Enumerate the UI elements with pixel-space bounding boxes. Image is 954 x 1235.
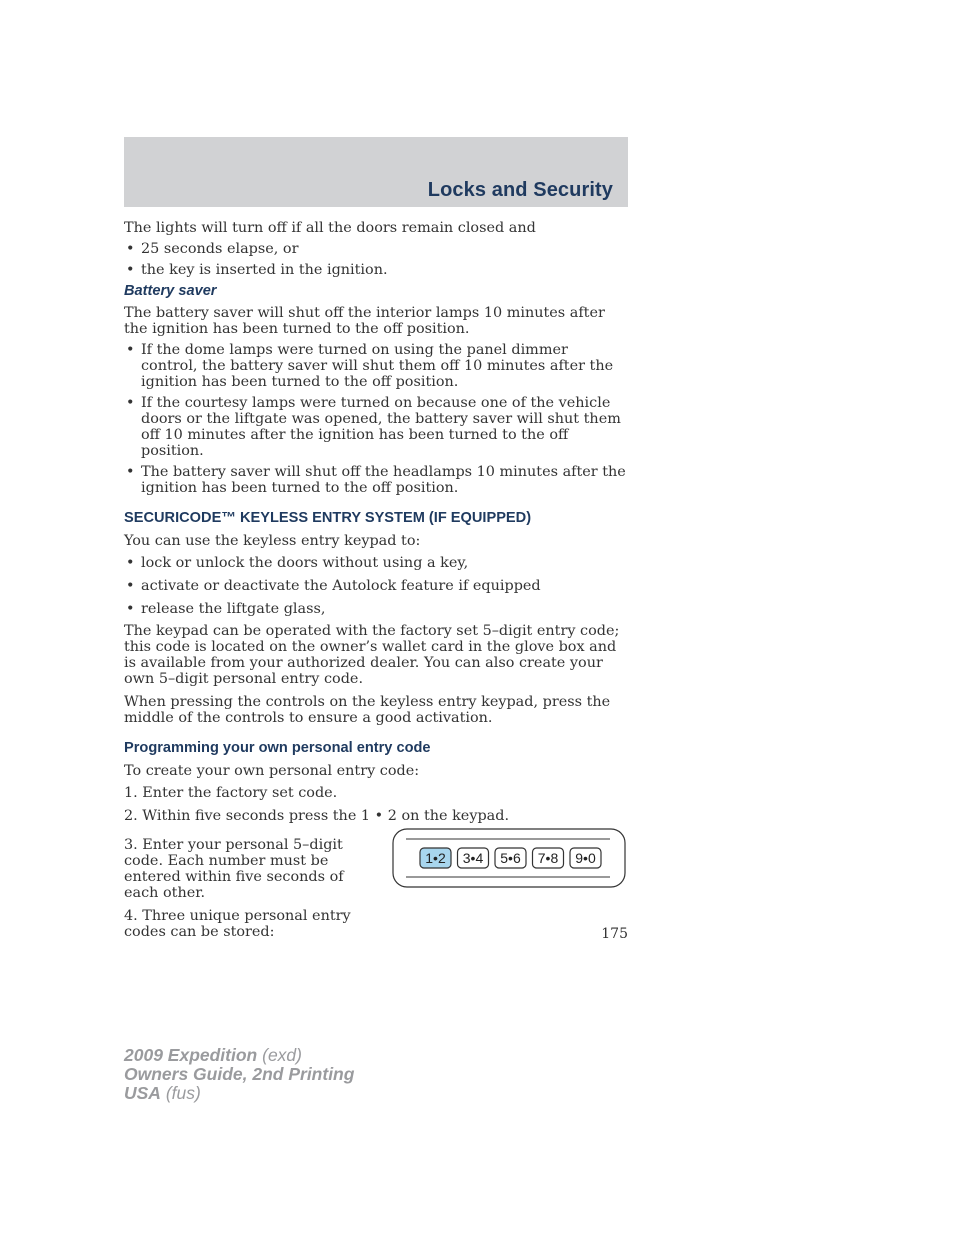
keypad-key-label: 1•2 (425, 850, 446, 866)
step-3: 3. Enter your personal 5–digit code. Each number must be entered within five seconds of each other. (124, 837, 344, 901)
footer-market: USA (124, 1083, 161, 1103)
keypad-illustration (392, 828, 626, 888)
footer-model: 2009 Expedition (124, 1045, 258, 1065)
intro-list (124, 241, 628, 278)
footer-line-3 (124, 1084, 354, 1103)
list-item: • If the courtesy lamps were turned on because one of the vehicle doors or the liftgate was opened, the battery saver will shut them off 10 minutes after the ignition has been turned to the off position. (124, 395, 628, 459)
list-item: • 25 seconds elapse, or (124, 241, 628, 257)
battery-saver-heading: Battery saver (124, 283, 217, 299)
keypad-key-label: 5•6 (500, 850, 521, 866)
programming-heading: Programming your own personal entry code (124, 740, 431, 756)
footer-model-code: (exd) (257, 1045, 302, 1065)
keypad-key-label: 7•8 (537, 850, 559, 866)
securicode-heading: SECURICODE™ KEYLESS ENTRY SYSTEM (IF EQUIPPED) (124, 510, 532, 526)
programming-intro: To create your own personal entry code: (124, 763, 420, 779)
battery-saver-list (124, 342, 628, 496)
list-item: • lock or unlock the doors without using a key, (124, 555, 628, 571)
step-2: 2. Within five seconds press the 1 • 2 on the keypad. (124, 808, 510, 824)
list-item: • The battery saver will shut off the headlamps 10 minutes after the ignition has been turned to the off position. (124, 464, 628, 496)
securicode-paragraph-2: When pressing the controls on the keyless entry keypad, press the middle of the controls to ensure a good activation. (124, 694, 611, 726)
footer-line-1 (124, 1046, 354, 1065)
footer (124, 1046, 354, 1103)
steps-column (124, 837, 376, 947)
keypad-key-label: 3•4 (462, 850, 484, 866)
securicode-list (124, 555, 628, 617)
securicode-paragraph-1: The keypad can be operated with the factory set 5–digit entry code; this code is located on the owner’s wallet card in the glove box and is available from your authorized dealer. You can also create your own 5–digit personal entry code. (124, 623, 620, 687)
securicode-intro: You can use the keyless entry keypad to: (124, 533, 421, 549)
page-number: 175 (601, 926, 628, 942)
keypad-key-label: 9•0 (575, 850, 596, 866)
section-title: Locks and Security (427, 179, 613, 201)
list-item: • the key is inserted in the ignition. (124, 262, 628, 278)
footer-market-code: (fus) (160, 1083, 201, 1103)
list-item: • activate or deactivate the Autolock feature if equipped (124, 578, 628, 594)
list-item: • If the dome lamps were turned on using the panel dimmer control, the battery saver will shut them off 10 minutes after the ignition has been turned to the off position. (124, 342, 628, 390)
keypad-keys (420, 848, 601, 868)
intro-text: The lights will turn off if all the doors remain closed and (124, 220, 536, 236)
list-item: • release the liftgate glass, (124, 601, 628, 617)
section-header-band (124, 137, 628, 207)
step-1: 1. Enter the factory set code. (124, 785, 338, 801)
footer-line-2: Owners Guide, 2nd Printing (124, 1064, 355, 1084)
step-4: 4. Three unique personal entry codes can be stored: (124, 908, 351, 940)
battery-saver-text: The battery saver will shut off the interior lamps 10 minutes after the ignition has been turned to the off position. (124, 305, 605, 337)
